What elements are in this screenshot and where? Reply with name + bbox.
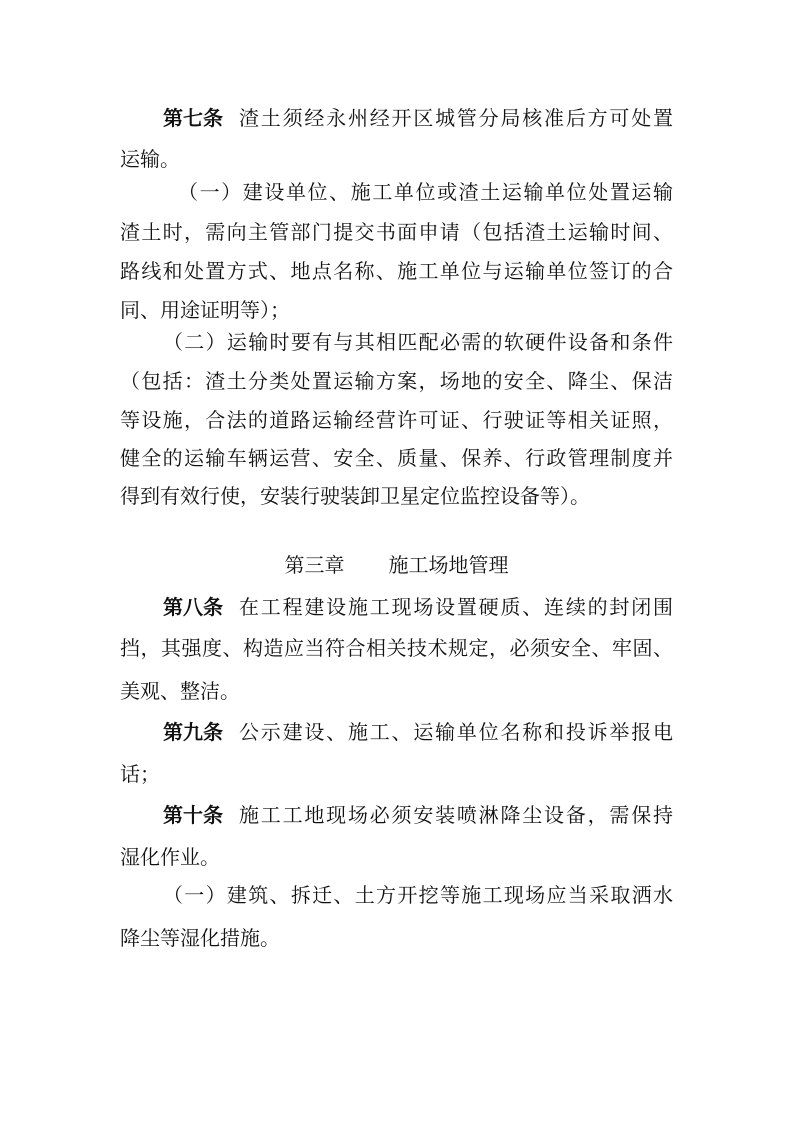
item-7-1-line-1: （一）建设单位、施工单位或渣土运输单位处置运输 bbox=[178, 180, 673, 204]
article-9-text: 公示建设、施工、运输单位名称和投诉举报电 bbox=[239, 720, 673, 744]
article-9-label: 第九条 bbox=[163, 720, 223, 744]
article-10-text: 施工工地现场必须安装喷淋降尘设备，需保持 bbox=[239, 803, 673, 827]
item-7-2-line-5: 得到有效行使，安装行驶装卸卫星定位监控设备等）。 bbox=[120, 484, 590, 508]
item-10-1-line-1: （一）建筑、拆迁、土方开挖等施工现场应当采取洒水 bbox=[163, 883, 673, 907]
article-8-line-3: 美观、整洁。 bbox=[120, 679, 240, 703]
article-8-label: 第八条 bbox=[163, 595, 223, 619]
item-7-2-line-1: （二）运输时要有与其相匹配必需的软硬件设备和条件 bbox=[163, 330, 673, 354]
item-7-2-line-2: （包括：渣土分类处置运输方案，场地的安全、降尘、保洁 bbox=[120, 369, 673, 393]
item-7-1-line-2: 渣土时，需向主管部门提交书面申请（包括渣土运输时间、 bbox=[120, 220, 673, 244]
article-9-line-1 bbox=[0, 714, 793, 750]
article-10-line-2: 湿化作业。 bbox=[120, 845, 220, 869]
item-7-2-line-3: 等设施，合法的道路运输经营许可证、行驶证等相关证照， bbox=[120, 408, 673, 432]
item-7-1-line-3: 路线和处置方式、地点名称、施工单位与运输单位签订的合 bbox=[120, 259, 673, 283]
chapter-3-number: 第三章 bbox=[284, 553, 345, 577]
article-10-label: 第十条 bbox=[163, 803, 223, 827]
item-7-2-line-4: 健全的运输车辆运营、安全、质量、保养、行政管理制度并 bbox=[120, 446, 673, 470]
article-9-line-2: 话； bbox=[120, 762, 160, 786]
article-8-text: 在工程建设施工现场设置硬质、连续的封闭围 bbox=[239, 595, 673, 619]
chapter-3-title: 施工场地管理 bbox=[388, 553, 509, 577]
chapter-3-heading bbox=[0, 547, 793, 583]
article-8-line-2: 挡，其强度、构造应当符合相关技术规定，必须安全、牢固、 bbox=[120, 636, 673, 660]
article-7-line-1 bbox=[0, 100, 793, 136]
article-7-label: 第七条 bbox=[163, 106, 223, 130]
article-8-line-1 bbox=[0, 589, 793, 625]
article-10-line-1 bbox=[0, 797, 793, 833]
item-10-1-line-2: 降尘等湿化措施。 bbox=[120, 926, 280, 950]
article-7-text: 渣土须经永州经开区城管分局核准后方可处置 bbox=[239, 106, 673, 130]
item-7-1-line-4: 同、用途证明等）； bbox=[120, 298, 290, 322]
article-7-line-2: 运输。 bbox=[120, 147, 180, 171]
